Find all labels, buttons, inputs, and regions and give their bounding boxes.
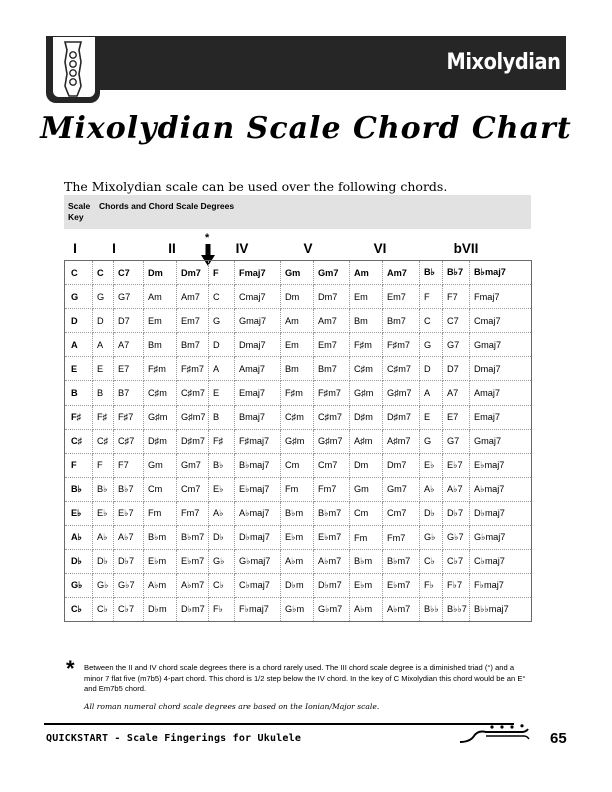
chord-cell: C♯m7 [383, 357, 420, 381]
degree-row [64, 241, 531, 259]
chord-cell: B♭maj7 [470, 261, 532, 285]
chord-cell: G♯m7 [314, 429, 350, 453]
chord-cell: Gm [144, 453, 177, 477]
chord-row [65, 357, 532, 381]
chord-cell: G [93, 285, 114, 309]
chord-row [65, 261, 532, 285]
asterisk-marker: * [205, 232, 210, 244]
chord-cell: B♭♭maj7 [470, 598, 532, 622]
chord-cell: A♭maj7 [235, 501, 281, 525]
chord-cell: E♭ [93, 501, 114, 525]
chord-cell: D♯m [144, 429, 177, 453]
chord-cell: C♯m [281, 405, 314, 429]
chord-cell: A♭m [350, 598, 383, 622]
chord-row [65, 405, 532, 429]
chord-cell: D♯m [350, 405, 383, 429]
chord-cell: C♭ [420, 550, 443, 574]
chord-cell: F♯m7 [314, 381, 350, 405]
chord-cell: Gmaj7 [470, 429, 532, 453]
chord-cell: D7 [443, 357, 470, 381]
chord-cell: Amaj7 [235, 357, 281, 381]
chord-cell: G♯m [350, 381, 383, 405]
chord-cell: C♭7 [114, 598, 144, 622]
chord-row [65, 526, 532, 550]
chord-cell: Bm [144, 333, 177, 357]
chord-cell: Gm7 [314, 261, 350, 285]
chord-cell: A♭ [93, 526, 114, 550]
scale-key-cell: G♭ [65, 574, 93, 598]
chord-cell: E [420, 405, 443, 429]
chord-cell: B♭m7 [383, 550, 420, 574]
chord-cell: Em [281, 333, 314, 357]
footer-rule [44, 723, 514, 725]
chord-cell: Emaj7 [235, 381, 281, 405]
chord-cell: A♭7 [443, 477, 470, 501]
chord-cell: A♭maj7 [470, 477, 532, 501]
chord-cell: A7 [443, 381, 470, 405]
chord-cell: Cmaj7 [470, 309, 532, 333]
chord-cell: D♭ [420, 501, 443, 525]
chord-cell: Em7 [177, 309, 209, 333]
footnote-text: Between the II and IV chord scale degrees there is a chord rarely used. The III chord scale degree is a diminished triad (°) and a minor 7 flat five (m7b5) 4-part chord. This chord is 1/2 step below the IV chord. In the key of C Mixolydian this chord would be an E° and Em7b5 chord. [84, 663, 526, 693]
chord-cell: Dm [350, 453, 383, 477]
chord-cell: C♭7 [443, 550, 470, 574]
chord-cell: G♯m [144, 405, 177, 429]
chord-cell: Cm7 [314, 453, 350, 477]
chord-cell: F♭maj7 [470, 574, 532, 598]
chord-cell: G♯m7 [177, 405, 209, 429]
chord-row [65, 477, 532, 501]
chord-cell: Am [281, 309, 314, 333]
chord-cell: B♭m7 [177, 526, 209, 550]
chord-cell: Bm [350, 309, 383, 333]
chord-cell: G♭ [209, 550, 235, 574]
chord-cell: Cm7 [177, 477, 209, 501]
chord-cell: Gmaj7 [235, 309, 281, 333]
chord-cell: Em7 [383, 285, 420, 309]
chord-cell: C [93, 261, 114, 285]
chord-cell: F♯m [144, 357, 177, 381]
chord-cell: D♭m [281, 574, 314, 598]
chord-cell: G♭maj7 [235, 550, 281, 574]
chord-cell: D♭maj7 [470, 501, 532, 525]
degree-label: bVII [453, 241, 479, 256]
scale-key-cell: B [65, 381, 93, 405]
chord-cell: A♭m7 [314, 550, 350, 574]
chord-cell: B♭ [93, 477, 114, 501]
chord-cell: F♯ [209, 429, 235, 453]
chord-row [65, 309, 532, 333]
chord-row [65, 381, 532, 405]
chord-cell: D♭7 [443, 501, 470, 525]
chord-cell: F7 [114, 453, 144, 477]
page-number: 65 [550, 730, 567, 747]
chord-cell: E♭maj7 [235, 477, 281, 501]
chord-cell: E♭7 [443, 453, 470, 477]
chord-cell: B♭♭7 [443, 598, 470, 622]
chord-cell: F [93, 453, 114, 477]
ukulele-neck-icon [460, 724, 530, 748]
chord-cell: Am7 [383, 261, 420, 285]
chord-cell: F♯m7 [177, 357, 209, 381]
chord-cell: Bm [281, 357, 314, 381]
chord-cell: Dmaj7 [235, 333, 281, 357]
chord-cell: G♭m [281, 598, 314, 622]
scale-key-cell: E [65, 357, 93, 381]
chord-cell: G7 [443, 429, 470, 453]
chord-cell: E♭m7 [314, 526, 350, 550]
intro-text: The Mixolydian scale can be used over the following chords. [64, 179, 448, 194]
chord-row [65, 550, 532, 574]
chord-cell: F7 [443, 285, 470, 309]
chord-cell: D♯m7 [383, 405, 420, 429]
degree-label: II [168, 241, 176, 256]
chord-row [65, 501, 532, 525]
chord-cell: F♭7 [443, 574, 470, 598]
chord-cell: Cmaj7 [235, 285, 281, 309]
chord-cell: B♭7 [114, 477, 144, 501]
chord-cell: A♯m [350, 429, 383, 453]
chord-cell: A♭m [144, 574, 177, 598]
chord-cell: G7 [443, 333, 470, 357]
chord-cell: F♭ [420, 574, 443, 598]
chord-cell: C [209, 285, 235, 309]
chord-cell: G [209, 309, 235, 333]
degree-label: I [73, 241, 77, 256]
chord-cell: E♭ [420, 453, 443, 477]
chord-cell: A♭m7 [383, 598, 420, 622]
chord-cell: Fm7 [383, 526, 420, 550]
key-bar [64, 195, 531, 229]
footnote-note: All roman numeral chord scale degrees are based on the Ionian/Major scale. [84, 702, 380, 711]
chord-row [65, 598, 532, 622]
chord-cell: C♯m7 [177, 381, 209, 405]
chord-cell: G [420, 333, 443, 357]
chord-cell: A [420, 381, 443, 405]
chord-cell: E♭m7 [383, 574, 420, 598]
chord-cell: D♭m7 [314, 574, 350, 598]
chord-cell: G♭7 [443, 526, 470, 550]
chord-cell: F♭maj7 [235, 598, 281, 622]
chord-cell: Cm7 [383, 501, 420, 525]
chord-cell: C♭maj7 [470, 550, 532, 574]
chord-cell: C♯7 [114, 429, 144, 453]
chord-cell: B [209, 405, 235, 429]
chord-cell: Bm7 [383, 309, 420, 333]
chord-cell: C [420, 309, 443, 333]
chord-cell: A♭m7 [177, 574, 209, 598]
chord-cell: D♭ [93, 550, 114, 574]
chord-cell: Dm [144, 261, 177, 285]
chord-cell: E♭maj7 [470, 453, 532, 477]
chord-cell: C♯m7 [314, 405, 350, 429]
footnote-asterisk: * [66, 656, 75, 681]
chord-cell: Fm [350, 526, 383, 550]
chord-cell: D [93, 309, 114, 333]
chord-cell: D [420, 357, 443, 381]
chord-cell: B [93, 381, 114, 405]
chord-cell: G♭maj7 [470, 526, 532, 550]
chord-cell: Fm [281, 477, 314, 501]
chord-cell: F♭ [209, 598, 235, 622]
chord-cell: Emaj7 [470, 405, 532, 429]
footer-title: QUICKSTART - Scale Fingerings for Ukulele [46, 733, 302, 744]
chord-cell: A♭m [281, 550, 314, 574]
chord-cell: D7 [114, 309, 144, 333]
page-title: Mixolydian Scale Chord Chart [40, 111, 572, 146]
chord-cell: Gm [350, 477, 383, 501]
chord-cell: C♯m [350, 357, 383, 381]
chord-cell: D♭m7 [177, 598, 209, 622]
chord-cell: G [420, 429, 443, 453]
chord-cell: E♭ [209, 477, 235, 501]
chord-cell: G7 [114, 285, 144, 309]
chord-cell: D [209, 333, 235, 357]
chord-cell: Em7 [314, 333, 350, 357]
chord-cell: B♭m7 [314, 501, 350, 525]
chord-cell: C♭ [209, 574, 235, 598]
chord-cell: E♭m7 [177, 550, 209, 574]
chord-cell: A [209, 357, 235, 381]
chord-cell: Dm7 [314, 285, 350, 309]
scale-key-cell: F♯ [65, 405, 93, 429]
chord-cell: D♭m [144, 598, 177, 622]
chord-cell: Fmaj7 [235, 261, 281, 285]
chord-cell: F♯m [281, 381, 314, 405]
chord-cell: Fm [144, 501, 177, 525]
chord-cell: Cm [350, 501, 383, 525]
chord-cell: B♭♭ [420, 598, 443, 622]
chord-cell: Fm7 [177, 501, 209, 525]
chord-cell: G♯m7 [383, 381, 420, 405]
chord-cell: Cm [281, 453, 314, 477]
chord-cell: C♯m [144, 381, 177, 405]
chords-label: Chords and Chord Scale Degrees [99, 201, 235, 211]
chord-cell: D♭ [209, 526, 235, 550]
chord-cell: Dmaj7 [470, 357, 532, 381]
chord-cell: C♭ [93, 598, 114, 622]
section-title: Mixolydian [446, 50, 560, 75]
chord-cell: Em [144, 309, 177, 333]
chord-row [65, 333, 532, 357]
scale-key-cell: G [65, 285, 93, 309]
chord-cell: B♭m [350, 550, 383, 574]
chord-cell: C7 [443, 309, 470, 333]
scale-key-cell: C♯ [65, 429, 93, 453]
chord-cell: C♯ [93, 429, 114, 453]
chord-cell: Fm7 [314, 477, 350, 501]
chord-row [65, 574, 532, 598]
scale-key-cell: E♭ [65, 501, 93, 525]
chord-cell: G♭m7 [314, 598, 350, 622]
chord-cell: G♭7 [114, 574, 144, 598]
chord-cell: Am [350, 261, 383, 285]
chord-cell: Cm [144, 477, 177, 501]
chord-cell: B♭7 [443, 261, 470, 285]
chord-cell: F♯m [350, 333, 383, 357]
chord-cell: Am7 [177, 285, 209, 309]
scale-key-cell: C♭ [65, 598, 93, 622]
chord-cell: F♯7 [114, 405, 144, 429]
chord-row [65, 285, 532, 309]
chord-cell: F♯m7 [383, 333, 420, 357]
chord-cell: Bm7 [314, 357, 350, 381]
chord-cell: E♭m [281, 526, 314, 550]
chord-cell: Gm [281, 261, 314, 285]
scale-key-label: Scale Key [68, 201, 91, 222]
chord-cell: B♭m [144, 526, 177, 550]
chord-row [65, 429, 532, 453]
chord-cell: G♯m [281, 429, 314, 453]
chord-cell: C7 [114, 261, 144, 285]
chord-cell: Dm7 [383, 453, 420, 477]
chord-cell: Gm7 [177, 453, 209, 477]
scale-key-cell: A [65, 333, 93, 357]
chord-cell: B♭m [281, 501, 314, 525]
chord-cell: F♯maj7 [235, 429, 281, 453]
scale-key-cell: B♭ [65, 477, 93, 501]
chord-cell: F♯ [93, 405, 114, 429]
chord-cell: A [93, 333, 114, 357]
chord-cell: E7 [443, 405, 470, 429]
degree-label: I [112, 241, 116, 256]
chord-cell: A♯m7 [383, 429, 420, 453]
scale-key-cell: D♭ [65, 550, 93, 574]
chord-cell: D♭maj7 [235, 526, 281, 550]
chord-cell: A♭ [209, 501, 235, 525]
degree-label: V [303, 241, 313, 256]
chord-table [64, 260, 532, 622]
chord-cell: E7 [114, 357, 144, 381]
chord-cell: Fmaj7 [470, 285, 532, 309]
chord-cell: B7 [114, 381, 144, 405]
chord-cell: Amaj7 [470, 381, 532, 405]
chord-row [65, 453, 532, 477]
chord-cell: F [209, 261, 235, 285]
chord-cell: D♯m7 [177, 429, 209, 453]
chord-cell: G♭ [420, 526, 443, 550]
chord-cell: B♭maj7 [235, 453, 281, 477]
degree-label: IV [235, 241, 249, 256]
chord-cell: A♭ [420, 477, 443, 501]
chord-cell: E♭m [144, 550, 177, 574]
chord-cell: Em [350, 285, 383, 309]
chord-cell: C♭maj7 [235, 574, 281, 598]
chord-cell: A♭7 [114, 526, 144, 550]
chord-cell: B♭ [420, 261, 443, 285]
scale-key-cell: A♭ [65, 526, 93, 550]
chord-cell: G♭ [93, 574, 114, 598]
chord-cell: Am [144, 285, 177, 309]
scale-key-cell: C [65, 261, 93, 285]
chord-cell: E♭m [350, 574, 383, 598]
chord-cell: Am7 [314, 309, 350, 333]
scale-key-cell: F [65, 453, 93, 477]
chord-cell: Bm7 [177, 333, 209, 357]
chord-cell: Gmaj7 [470, 333, 532, 357]
chord-cell: Dm [281, 285, 314, 309]
scale-key-cell: D [65, 309, 93, 333]
chord-cell: B♭ [209, 453, 235, 477]
degree-label: VI [373, 241, 387, 256]
chord-cell: F [420, 285, 443, 309]
ukulele-headstock-icon [60, 40, 86, 98]
chord-cell: Gm7 [383, 477, 420, 501]
chord-cell: A7 [114, 333, 144, 357]
chord-cell: E [209, 381, 235, 405]
chord-cell: E [93, 357, 114, 381]
chord-cell: E♭7 [114, 501, 144, 525]
chord-cell: D♭7 [114, 550, 144, 574]
chord-cell: Dm7 [177, 261, 209, 285]
chord-cell: Bmaj7 [235, 405, 281, 429]
